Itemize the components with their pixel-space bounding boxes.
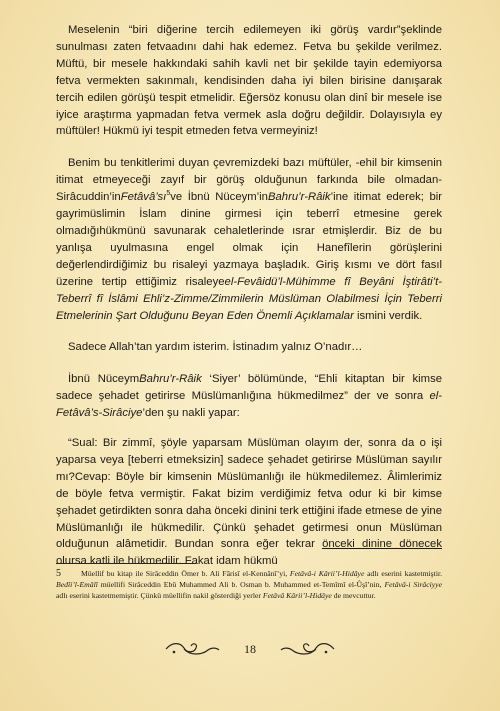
footnote-ref[interactable]: 5	[166, 190, 171, 198]
book-title: Bahru’r-Râik	[139, 373, 202, 386]
underlined-text: önceki dinine dönecek	[322, 538, 442, 551]
footnote	[56, 568, 442, 602]
paragraph-3	[56, 339, 442, 356]
footnote-book-title: Fetâvâ-i Kârii’l-Hidâye	[289, 569, 365, 578]
book-title: el-Fetâvâ’s-Sirâciye	[56, 390, 442, 420]
paragraph-text: İbnü Nüceym	[68, 373, 140, 386]
paragraph-text: “Sual: Bir zimmî, şöyle yaparsam Müslüman olayım der, sonra da o işi yaparsa veya [teberri etmeksizin] sadece şehadet getirirse Müslüman sayılır mı?Cevap: Böyle bir kimsenin Müslümanlığı ile hükmedilemez. Âlimlerimiz de böyle fetva vermiştir. Fakat bizim verdiğimiz fetva odur ki bir kimse şehadet getirdikten sonra daha önceki dinini terk ettiğini ifade etmese de yine Müslümanlığı ile hükmedilir. Çünkü şehadet getirmesi onun Müslüman olduğunun alâmetidir. Bundan sonra eğer tekrar	[56, 437, 442, 551]
paragraph-1	[56, 22, 442, 140]
footnote-book-title: Fetâvâ Kârii’l-Hidâye	[262, 591, 332, 601]
main-text	[56, 22, 442, 570]
footnote-text: Müellif bu kitap ile Sirâceddin Ömer b. Ali Fârisî el-Kennânî’yi,	[81, 569, 290, 578]
paragraph-text: Sadece Allah’tan yardım isterim. İstinadım yalnız O’nadır…	[68, 341, 363, 354]
book-title: Fetâvâ’sı	[120, 191, 167, 204]
paragraph-2	[56, 155, 442, 324]
paragraph-text: olursa katli ile hükmedilir. Fakat idam hükmü	[56, 555, 278, 568]
quotation-paragraph	[56, 435, 442, 570]
footnote-text: de mevcuttur.	[331, 591, 376, 601]
footnote-number: 5	[56, 568, 61, 579]
treatise-title: el-Fevâidü’l-Mühimme fî Beyâni İştirâti’t-Teberrî fî İslâmi Ehli’z-Zimme/Zimmilerin Müslüman Olabilmesi İçin Teberri Etmelerinin Şart Olduğunu Beyan Eden Önemli Açıklamalar	[56, 275, 442, 322]
paragraph-4	[56, 371, 442, 422]
footnote-book-title: Fetâvâ-i Sirâciyye	[384, 580, 443, 590]
footnote-text: adlı eserini kastetmiştir.	[364, 569, 443, 578]
ornament-left-icon	[162, 639, 222, 659]
footnote-text: müellifi Sirâceddin Ebû Muhammed Ali b. Osman b. Muhammed et-Temîmî el-Ûşî’nin,	[97, 580, 385, 590]
paragraph-text: Benim bu tenkitlerimi duyan çevremizdeki bazı müftüler, -ehil bir kimsenin itimat etmeyeceği zayıf bir görüş olduğunun farkında bile olmadan-Sirâcuddin’in	[56, 157, 442, 204]
book-title: Bahru’r-Râik	[267, 191, 331, 204]
paragraph-text: ’ine itimat ederek; bir gayrimüslimin İslam dinine girmesi için teberrî etmesine gerek olmadığıhükmünü savunarak cehaletlerinde ısrar etmişlerdir. Biz de bu yanlışa uyulmasına engel olmak için Hanefîlerin görüşlerini değerlendirdiğimiz bu risaleyi yazmaya başladık. Giriş kısmı ve dört fasıl üzerine tertip ettiğimiz risaleye	[56, 191, 442, 288]
paragraph-text: ismini verdik.	[353, 309, 423, 322]
paragraph-text: ‘Siyer’ bölümünde, “Ehli kitaptan bir kimse sadece şehadet getirirse Müslümanlığına hükmedilmez” der ve sonra	[56, 373, 442, 403]
page-number: 18	[244, 641, 256, 656]
paragraph-text: ’den şu nakli yapar:	[142, 407, 240, 420]
page-footer	[0, 637, 500, 661]
paragraph-text: Meselenin “biri diğerine tercih edilemeyen iki görüş vardır”şeklinde sunulması zaten fetvaadını dahi hak edemez. Fetva bu şekilde verilmez. Müftü, bir mesele hakkındaki sahih kavli net bir şekilde tayin edemiyorsa fetva vermekten sakınmalı, kendisinden daha iyi bilen birisine danışarak tercih edilen görüşü tespit etmelidir. Eğersöz konusu olan dinî bir mesele ise iyice araştırma yapmadan fetva vermek asla doğru değildir. Dolayısıyla ey müftüler! Hükmü iyi tespit etmeden fetva vermeyiniz!	[56, 24, 442, 138]
footnote-divider	[56, 563, 196, 564]
footnote-text: adlı eserini kastetmemiştir. Çünkü müellifin nakil gösterdiği yerler	[56, 591, 263, 601]
footnote-book-title: Bedîi’l-Emâlî	[56, 580, 98, 590]
paragraph-text: ve İbnü Nüceym’in	[170, 191, 268, 204]
ornament-right-icon	[278, 639, 338, 659]
